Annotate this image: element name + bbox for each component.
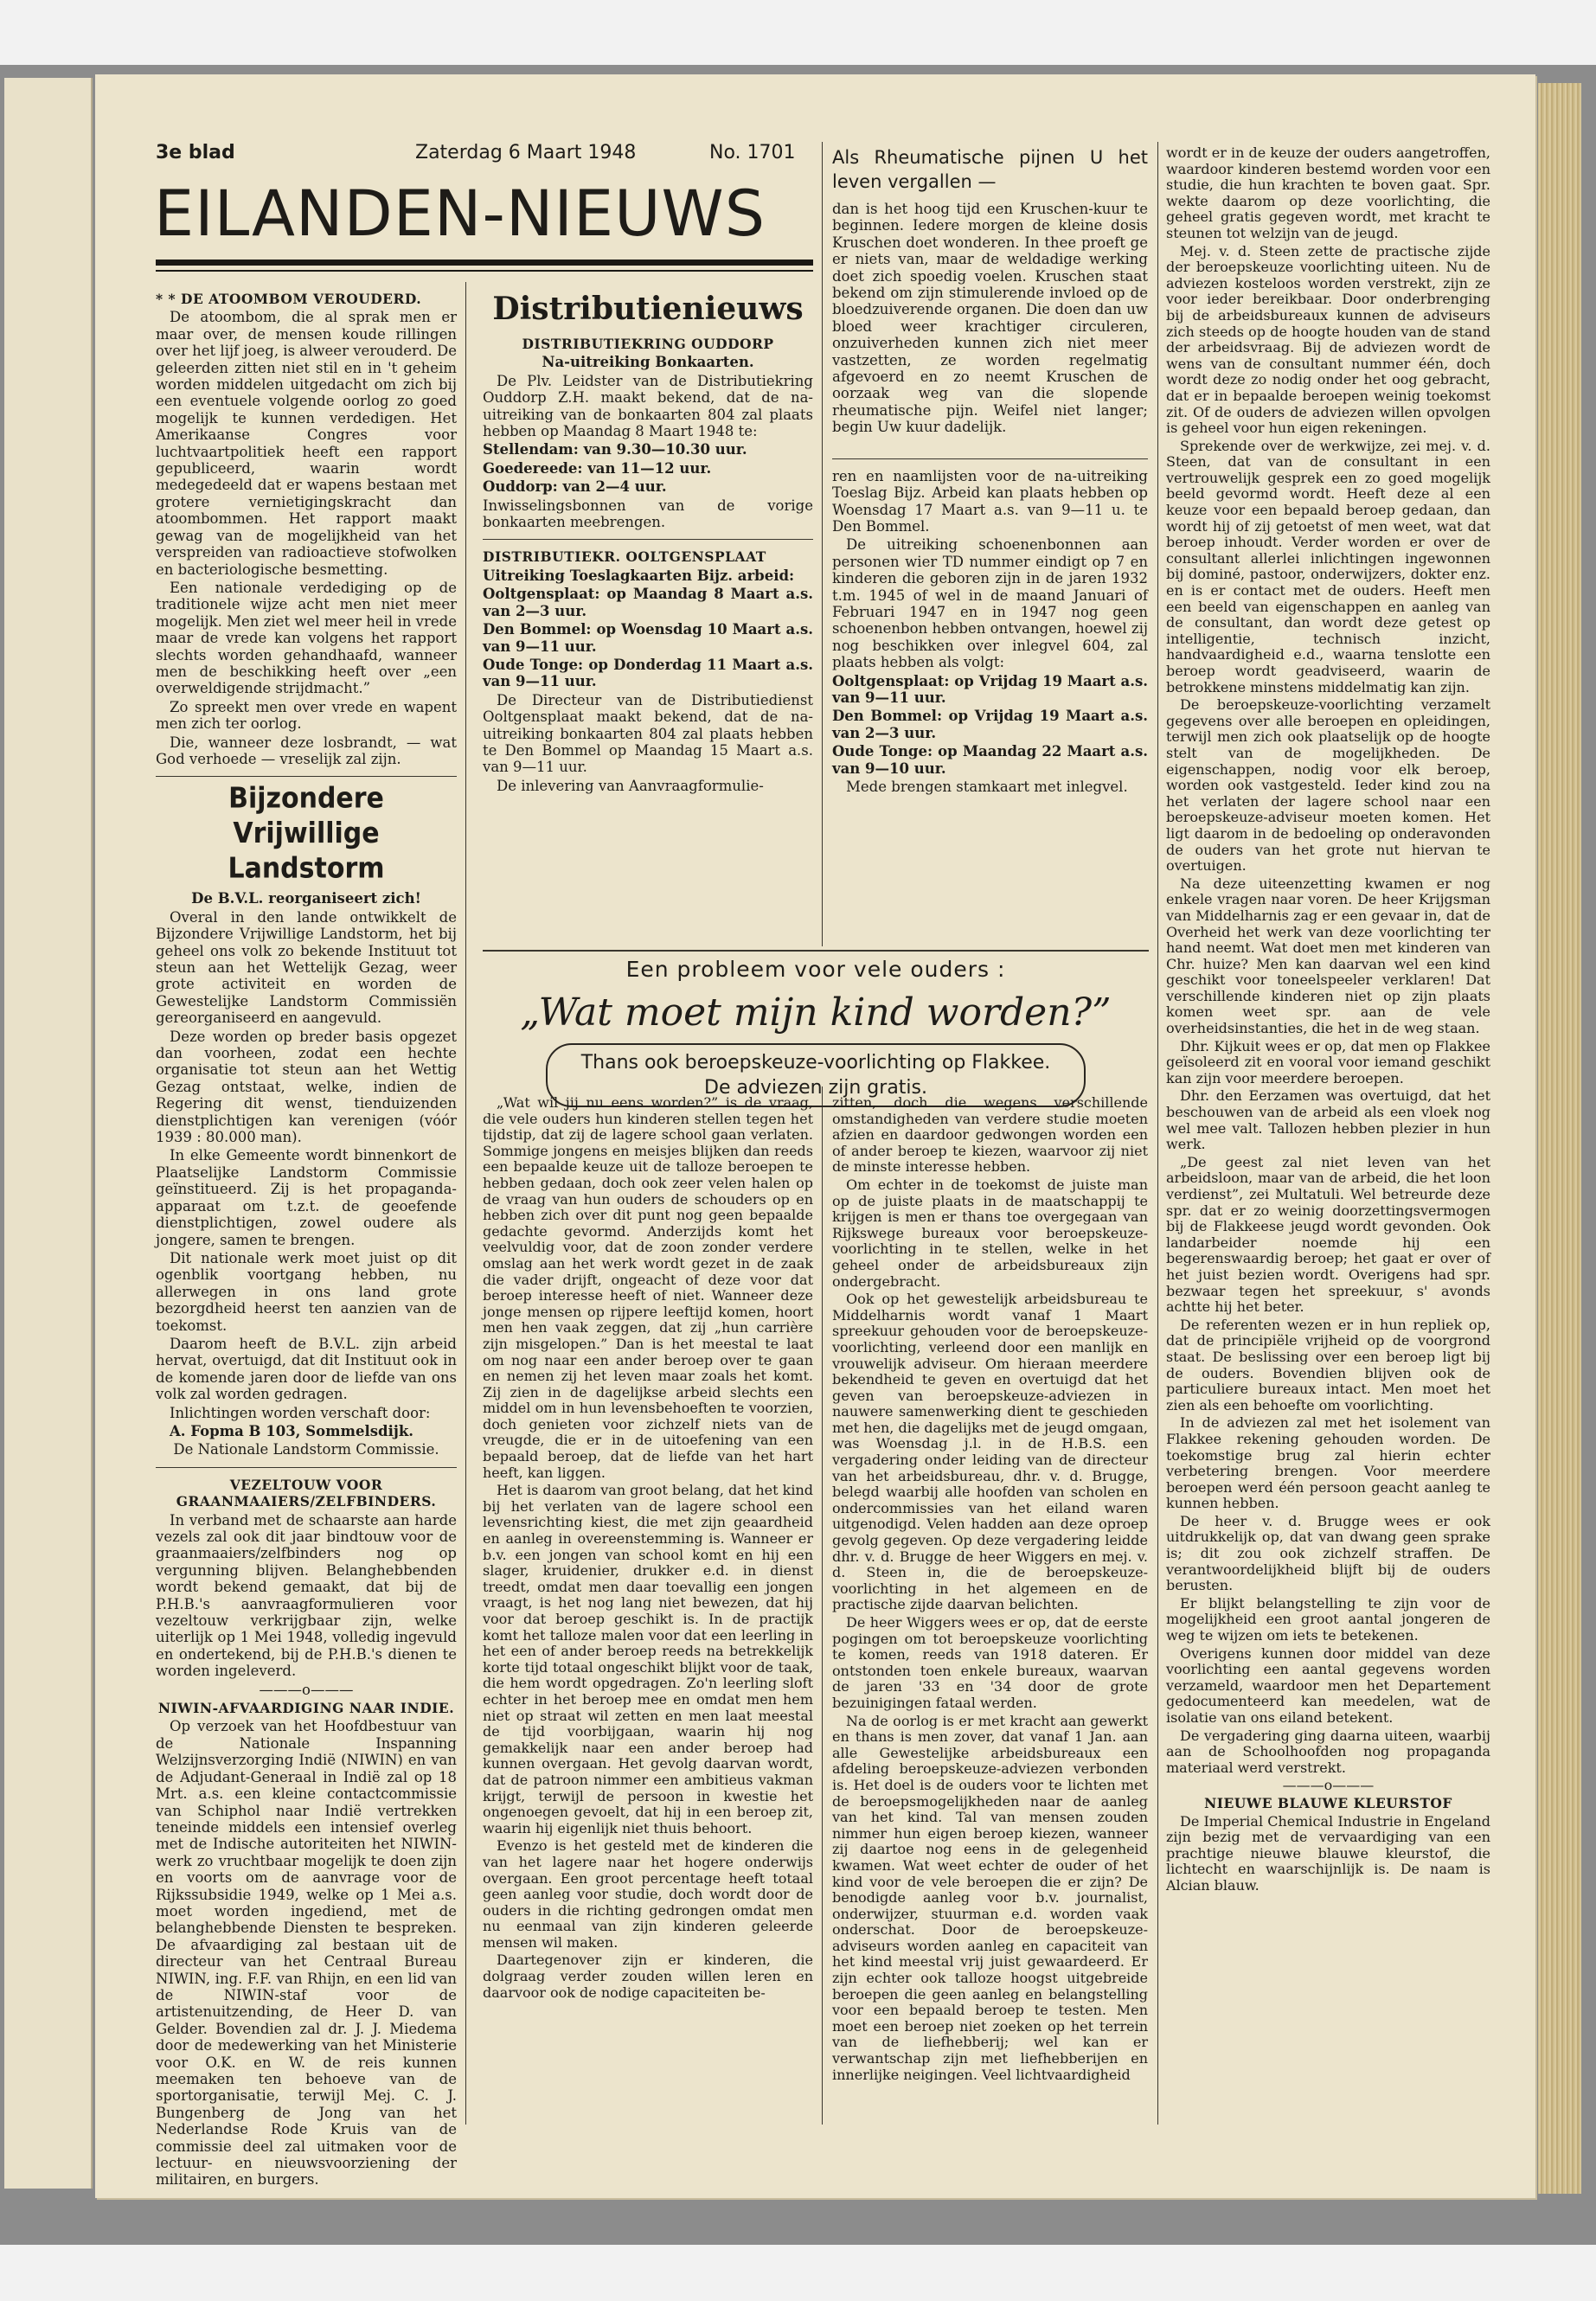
section-rule (483, 539, 813, 540)
place-line: Stellendam: van 9.30—10.30 uur. (483, 441, 747, 458)
feature-paragraph: Het is daarom van groot belang, dat het kind bij het verlaten van de lagere school een levensrichting kiest, die met zijn geaardheid en aanleg in overeenstemming is. Wanneer er b.v. een jongen van school komt en hij een slager, kruidenier, drukker e.d. in dienst treedt, omdat men daar toevallig een jongen vraagt, is het nog lang niet bewezen, dat hij voor dat beroep geschikt is. In de practijk komt het talloze malen voor dat een leerling in het een of ander beroep reeds na betrekkelijk korte tijd totaal ongeschikt blijkt voor de taak, die hem wordt opgedragen. Zo'n leerling sloft echter in het beroep mee en omdat men hem niet op straat wil zetten en men laat meestal de tijd voorbijgaan, waarin hij nog gemakkelijk naar een ander beroep had kunnen overgaan. Het gevolg daarvan wordt, dat de patroon nimmer een ambitieus vakman krijgt, terwijl de persoon in kwestie het ongenoegen gevoelt, dat hij in een beroep zit, waarin hij eigenlijk niet thuis behoort. (483, 1482, 813, 1836)
column-2 (483, 291, 813, 948)
bvl-paragraph: Daarom heeft de B.V.L. zijn arbeid hervat, overtuigd, dat dit Instituut ook in de komende jaren door de liefde van ons volk zal worden gedragen. (156, 1335, 457, 1403)
feature-continued: De beroepskeuze-voorlichting verzamelt gegevens over alle beroepen en opleidingen, terwijl men zich ook plaatselijk op de hoogte stelt van de mogelijkheden. De eigenschappen, nodig voor elk beroep, worden ook vastgesteld. Ieder kind zou na het verlaten der lagere school naar een beroepskeuze-adviseur moeten komen. Het ligt daarom in de bedoeling op onderavonden de ouders van het grote nut hiervan te overtuigen. (1166, 696, 1490, 875)
kleurstof-headline: NIEUWE BLAUWE KLEURSTOF (1204, 1794, 1452, 1811)
feature-continued: De referenten wezen er in hun repliek op, dat de principiële vrijheid op de voorgrond staat. De beslissing over een beroep ligt bij de ouders. Bovendien blijven ook de particuliere bureaux intact. Men moet het zien als een behoefte om voorlichting. (1166, 1316, 1490, 1413)
distributie-continued: De uitreiking schoenenbonnen aan personen wier TD nummer eindigt op 7 en kinderen die geboren zijn in de jaren 1932 t.m. 1945 of wel in de maand Januari of Februari 1947 en in 1947 nog geen schoenenbon hebben ontvangen, hoewel zij nog beschikken over inlegvel 604, zal plaats hebben als volgt: (832, 536, 1148, 671)
distributie-paragraph: Inwisselingsbonnen van de vorige bonkaarten meebrengen. (483, 497, 813, 531)
bvl-paragraph: Inlichtingen worden verschaft door: (170, 1404, 431, 1421)
page-header (156, 142, 813, 168)
feature-top-rule (483, 950, 1149, 952)
masthead-rule (156, 260, 813, 266)
place-line: Goedereede: van 11—12 uur. (483, 459, 712, 477)
atoom-paragraph: Een nationale verdediging op de traditionele wijze acht men niet meer mogelijk. Men ziet wel meer heil in vrede maar de vrede kan volgens het rapport slechts worden gehandhaafd, wanneer men de beschikking heeft over „een overweldigende strijdmacht.” (156, 579, 457, 697)
feature-continued: In de adviezen zal met het isolement van Flakkee rekening gehouden worden. De toekomstige brug zal hierin echter verbetering brengen. Voor meerdere beroepen werd één persoon geacht aanleg te kunnen hebben. (1166, 1414, 1490, 1512)
feature-continued: Na deze uiteenzetting kwamen er nog enkele vragen naar voren. De heer Krijgsman van Middelharnis zag er een gevaar in, dat de Overheid het werk van deze voorlichting ter hand neemt. Wat doet men met kinderen van Chr. huize? Men kan daarvan wel een kind geschikt voor toneelspeeler verklaren! Dat verschillende kinderen niet op zijn plaats komen weet spr. aan de vele overheidsinstanties, die het in de weg staan. (1166, 875, 1490, 1037)
column-3 (832, 145, 1148, 945)
newspaper-scan (0, 67, 1596, 2243)
page-stack-edge (1538, 83, 1581, 2194)
place-line: Den Bommel: op Woensdag 10 Maart a.s. van 9—11 uur. (483, 621, 813, 655)
kruschen-ad-text: dan is het hoog tijd een Kruschen-kuur te beginnen. Iedere morgen de kleine dosis Kruschen doet wonderen. In thee proeft ge er niets van, maar de weldadige werking doet zich spoedig voelen. Kruschen staat bekend om zijn stimulerende invloed op de bloedzuiverende organen. Die doen dan uw bloed weer krachtiger circuleren, onzuiverheden kunnen zich niet meer vastzetten, ze worden regelmatig afgevoerd en zo neemt Kruschen de oorzaak weg van die slopende rheumatische pijn. Weifel niet langer; begin Uw kuur dadelijk. (832, 201, 1148, 436)
masthead-title: EILANDEN-NIEUWS (154, 177, 766, 251)
distributie-paragraph: De Plv. Leidster van de Distributiekring Ouddorp Z.H. maakt bekend, dat de na-uitreiking van de bonkaarten 804 zal plaats hebben op Maandag 8 Maart 1948 te: (483, 372, 813, 440)
bvl-paragraph: Dit nationale werk moet juist op dit ogenblik voortgang hebben, nu allerwegen in ons land grote bezorgdheid heerst ten aanzien van de toekomst. (156, 1249, 457, 1334)
vezeltouw-headline: VEZELTOUW VOOR GRAANMAAIERS/ZELFBINDERS. (176, 1476, 437, 1510)
bvl-paragraph: In elke Gemeente wordt binnenkort de Plaatselijke Landstorm Commissie geïnstitueerd. Zij is het propaganda-apparaat om t.z.t. de geoefende dienstplichtigen, zowel oudere als jongere, samen te brengen. (156, 1147, 457, 1248)
newspaper-page (95, 74, 1535, 2198)
feature-column-rule (822, 1086, 823, 2125)
atoom-paragraph: Die, wanneer deze losbrandt, — wat God verhoede — vreselijk zal zijn. (156, 734, 457, 767)
column-1 (156, 291, 457, 2198)
feature-subtitle-line: Thans ook beroepskeuze-voorlichting op Flakkee. (580, 1052, 1051, 1074)
feature-continued: Overigens kunnen door middel van deze voorlichting een aantal gegevens worden verzameld, waardoor men het Departement gedocumenteerd kan meedelen, wat de isolatie van ons eiland betekent. (1166, 1644, 1490, 1726)
place-line: Den Bommel: op Vrijdag 19 Maart a.s. van 2—3 uur. (832, 708, 1148, 741)
kring-sub: Na-uitreiking Bonkaarten. (542, 354, 754, 371)
atoom-paragraph: Zo spreekt men over vrede en wapent men zich ter oorlog. (156, 698, 457, 733)
bvl-headline: Bijzondere Vrijwillige Landstorm (228, 781, 385, 886)
bvl-signature: De Nationale Landstorm Commissie. (173, 1441, 439, 1458)
feature-subtitle-line: De adviezen zijn gratis. (704, 1077, 927, 1099)
place-line: Oude Tonge: op Donderdag 11 Maart a.s. van 9—11 uur. (483, 656, 813, 690)
atoom-paragraph: De atoombom, die al sprak men er maar over, de mensen koude rillingen over het lijf joeg, is alweer verouderd. De geleerden zitten niet stil en in 't geheim worden middelen uitgedacht om zich bij een eventuele volgende oorlog zo goed mogelijk te kunnen verdedigen. Het Amerikaanse Congres voor luchtvaartpolitiek heeft een rapport gepubliceerd, waarin wordt medegedeeld dat er wapens bestaan met grotere vernietigingskracht dan atoombommen. Het rapport maakt gewag van de mogelijkheid van het verspreiden van radioactieve stofwolken en bacteriologische besmetting. (156, 309, 457, 578)
place-line: Oude Tonge: op Maandag 22 Maart a.s. van 9—10 uur. (832, 743, 1148, 777)
bvl-contact: A. Fopma B 103, Sommelsdijk. (170, 1422, 414, 1439)
feature-paragraph: „Wat wil jij nu eens worden?” is de vraag, die vele ouders hun kinderen stellen tegen het tijdstip, dat zij de lagere school gaan verlaten. Sommige jongens en meisjes blijken dan reeds een bepaalde keuze uit de talloze beroepen te hebben gedaan, doch ook zeer velen halen op de vraag van hun ouders de schouders op en hebben zich over dit punt nog geen bepaalde gedachte gevormd. Anderzijds komt het veelvuldig voor, dat de zoon zonder verdere omslag aan het werk wordt gezet in de zaak die vader drijft, ongeacht of deze voor dat beroep interesse heeft of niet. Wanneer deze jonge mensen op rijpere leeftijd komen, hoort men hen vaak zeggen, dat zij „hun carrière zijn misgelopen.” Dan is het meestal te laat om nog naar een ander beroep over te gaan en nemen zij het leven maar zoals het komt. Zij zien in de dagelijkse arbeid slechts een middel om in hun levensbehoeften te voorzien, doch genieten voor zichzelf niets van de vreugde, die er in de uitoefening van een bepaald beroep, dat de liefde van het hart heeft, kan liggen. (483, 1094, 813, 1481)
issue-number: No. 1701 (709, 142, 796, 163)
column-4 (1166, 145, 1490, 2198)
feature-header (483, 957, 1149, 1107)
place-line: Ooltgensplaat: op Vrijdag 19 Maart a.s. van 9—11 uur. (832, 672, 1148, 706)
feature-paragraph: Ook op het gewestelijk arbeidsbureau te Middelharnis wordt vanaf 1 Maart spreekuur gehouden voor de beroepskeuze-voorlichting, verleend door een manlijk en vrouwelijk adviseur. Om hieraan meerdere bekendheid te geven en overtuigd dat het geven van beroepskeuze-adviezen in nauwere samenwerking dient te geschieden met hen, die dagelijks met de jeugd omgaan, was Woensdag j.l. in de H.B.S. een vergadering onder leiding van de directeur van het arbeidsbureau, dhr. v. d. Brugge, belegd waarbij alle hoofden van scholen en ondercommissies van het eiland waren uitgenodigd. Velen hadden aan deze oproep gevolg gegeven. Op deze vergadering leidde dhr. v. d. Brugge de heer Wiggers en mej. v. d. Steen in, die de beroepskeuze-voorlichting in het algemeen en de practische zijde daarvan belichten. (832, 1291, 1148, 1613)
niwin-headline: NIWIN-AFVAARDIGING NAAR INDIE. (157, 1700, 455, 1717)
feature-continued: Dhr. den Eerzamen was overtuigd, dat het beschouwen van de arbeid als een vloek nog wel mee valt. Tallozen hebben plezier in hun werk. (1166, 1087, 1490, 1153)
feature-continued: wordt er in de keuze der ouders aangetroffen, waardoor kinderen bestemd worden voor een studie, die hun krachten te boven gaat. Spr. wekte daarom op deze voorlichting, die geheel gratis gegeven wordt, met kracht te steunen tot welzijn van de jeugd. (1166, 144, 1490, 241)
feature-kicker: Een probleem voor vele ouders : (625, 957, 1006, 982)
kleurstof-paragraph: De Imperial Chemical Industrie in Engeland zijn bezig met de vervaardiging van een prachtige nieuwe blauwe kleurstof, die lichtecht en waarschijnlijk is. De naam is Alcian blauw. (1166, 1812, 1490, 1894)
section-rule (156, 1467, 457, 1468)
bvl-subhead: De B.V.L. reorganiseert zich! (191, 890, 421, 907)
feature-paragraph: Om echter in de toekomst de juiste man op de juiste plaats in de maatschappij te krijgen is men er thans toe overgegaan van Rijkswege bureaux voor beroepskeuze-voorlichting in te stellen, welke in het geheel onder de arbeidsbureaux zijn ondergebracht. (832, 1176, 1148, 1290)
kring-ooltgensplaat: DISTRIBUTIEKR. OOLTGENSPLAAT (483, 548, 766, 566)
divider: ———o——— (1282, 1777, 1375, 1794)
vezeltouw-paragraph: In verband met de schaarste aan harde vezels zal ook dit jaar bindtouw voor de graanmaaiers/zelfbinders nog op vergunning blijven. Belanghebbenden wordt bekend gemaakt, dat bij de P.H.B.'s aanvraagformulieren voor vezeltouw verkrijgbaar zijn, welke uiterlijk op 1 Mei 1948, volledig ingevuld en ondertekend, bij de P.H.B.'s dienen te worden ingeleverd. (156, 1511, 457, 1680)
column-rule-2 (822, 142, 823, 946)
page-label: 3e blad (156, 142, 235, 163)
feature-continued: Sprekende over de werkwijze, zei mej. v. d. Steen, dat van de consultant in een vertrouwelijk gesprek een zo goed mogelijk beeld gevormd wordt. Heeft deze al een keuze voor een bepaald beroep gedaan, dan wordt hij of zij getoetst of men weet, wat dat beroep inhoudt. Verder worden er over de consultant allerlei inlichtingen ingewonnen bij dominé, pastoor, onderwijzers, dokter enz. en is er contact met de ouders. Heeft men een beeld van eigenschappen en aanleg van de consultant, dan wordt deze getest op intelligentie, technisch inzicht, handvaardigheid e.d., waarna tenslotte een beroep wordt geadviseerd, waarin de betrokkene minstens middelmatig kan zijn. (1166, 437, 1490, 695)
bvl-paragraph: Overal in den lande ontwikkelt de Bijzondere Vrijwillige Landstorm, het bij geheel ons volk zo bekende Instituut tot steun aan het Wettelijk Gezag, weer grote activiteit en worden de Gewestelijke Landstorm Commissiën gereorganiseerd en aangevuld. (156, 908, 457, 1027)
divider: ———o——— (259, 1681, 354, 1698)
distributie-headline: Distributienieuws (492, 291, 804, 327)
column-rule-3 (1157, 142, 1158, 2125)
feature-column-right (832, 1095, 1148, 2198)
bvl-paragraph: Deze worden op breder basis opgezet dan voorheen, zodat een hechte organisatie tot steun aan het Wettig Gezag ontstaat, welke, indien de Regering dit wenst, tienduizenden dienstplichtigen kan verenigen (vóór 1939 : 80.000 man). (156, 1028, 457, 1146)
feature-title: „Wat moet mijn kind worden?” (520, 990, 1112, 1035)
distributie-paragraph: De Directeur van de Distributiedienst Ooltgensplaat maakt bekend, dat de na-uitreiking bonkaarten 804 zal plaats hebben te Den Bommel op Maandag 15 Maart a.s. van 9—11 uur. (483, 691, 813, 776)
distributie-continued: ren en naamlijsten voor de na-uitreiking Toeslag Bijz. Arbeid kan plaats hebben op Woensdag 17 Maart a.s. van 9—11 u. te Den Bommel. (832, 467, 1148, 535)
feature-continued: „De geest zal niet leven van het arbeidsloon, maar van de arbeid, die het loon verdienst”, zei Multatuli. Wel betreurde deze spr. dat er zo weinig doorzettingsvermogen bij de Flakkeese jeugd wordt gevonden. Ook landarbeider noemde hij een begerenswaardig beroep; het gaat er over of het juist bezien wordt. Overigens had spr. bezwaar tegen het spreekuur, s' avonds achtte hij het beter. (1166, 1153, 1490, 1316)
feature-continued: Mej. v. d. Steen zette de practische zijde der beroepskeuze voorlichting uiteen. Nu de adviezen kosteloos worden verstrekt, zijn ze voor ieder bereikbaar. Door onderbrenging bij de arbeidsbureaux kunnen de adviseurs zich steeds op de hoogte houden van de stand der arbeidsvraag. Bij de adviezen wordt de wens van de consultant nummer één, doch wordt deze zo nodig onder het oog gebracht, dat er in bepaalde beroepen weinig toekomst zit. Of de ouders de adviezen willen opvolgen is geheel voor hun eigen rekeningen. (1166, 242, 1490, 437)
distributie-continued: Mede brengen stamkaart met inlegvel. (846, 779, 1128, 795)
masthead-rule-thin (156, 270, 813, 272)
column-rule-1 (465, 282, 466, 2125)
feature-continued: Dhr. Kijkuit wees er op, dat men op Flakkee geïsoleerd zit en vooral voor iemand geschikt kan zijn voor meerdere beroepen. (1166, 1037, 1490, 1086)
kruschen-ad-headline: Als Rheumatische pijnen U het leven vergallen — (832, 147, 1148, 192)
feature-continued: De heer v. d. Brugge wees er ook uitdrukkelijk op, dat van dwang geen sprake is; dit zou ook zichzelf straffen. De verantwoordelijkheid blijft bij de ouders berusten. (1166, 1512, 1490, 1594)
place-line: Ouddorp: van 2—4 uur. (483, 478, 667, 496)
feature-paragraph: Daartegenover zijn er kinderen, die dolgraag verder zouden willen leren en daarvoor ook de nodige capaciteiten be- (483, 1952, 813, 2001)
section-rule (156, 776, 457, 777)
atoom-headline: * * DE ATOOMBOM VEROUDERD. (156, 291, 422, 307)
kring-sub: Uitreiking Toeslagkaarten Bijz. arbeid: (483, 567, 795, 584)
feature-continued: Er blijkt belangstelling te zijn voor de mogelijkheid een groot aantal jongeren de weg te wijzen om iets te betekenen. (1166, 1594, 1490, 1644)
feature-paragraph: Na de oorlog is er met kracht aan gewerkt en thans is men zover, dat vanaf 1 Jan. aan alle Gewestelijke arbeidsbureaux een afdeling beroepskeuze-adviezen verbonden is. Het doel is de ouders voor te lichten met de beroepsmogelijkheden naar de aanleg van het kind. Tal van mensen zouden nimmer hun eigen beroep kiezen, wanneer zij daartoe nog eens in de gelegenheid kwamen. Wat weet echter de ouder of het kind voor de vele beroepen die er zijn? De benodigde aanleg voor b.v. journalist, onderwijzer, stuurman e.d. worden vaak onderschat. Door de beroepskeuze-adviseurs worden aanleg en capaciteit van het kind meestal vrij juist gewaardeerd. Er zijn echter ook talloze hoogst uitgebreide beroepen die geen aanleg en belangstelling voor een bepaald beroep te testen. Men moet een beroep niet zoeken op het terrein van de liefhebberij; wel kan er verwantschap zijn met liefhebberijen en innerlijke neigingen. Veel lichtvaardigheid (832, 1712, 1148, 2083)
place-line: Ooltgensplaat: op Maandag 8 Maart a.s. van 2—3 uur. (483, 586, 813, 619)
section-rule (832, 458, 1148, 459)
issue-date: Zaterdag 6 Maart 1948 (415, 142, 637, 163)
previous-page-edge (4, 78, 93, 2189)
distributie-paragraph: De inlevering van Aanvraagformulie- (497, 777, 764, 794)
niwin-paragraph: Op verzoek van het Hoofdbestuur van de Nationale Inspanning Welzijnsverzorging Indië (NIWIN) en van de Adjudant-Generaal in Indië zal op 18 Mrt. a.s. een kleine contactcommissie van Schiphol naar Indië vertrekken teneinde middels een intensief overleg met de Indische autoriteiten het NIWIN-werk zo vruchtbaar mogelijk te doen zijn en voorts om de aanvrage voor de Rijkssubsidie 1949, welke op 1 Mei a.s. moet worden ingediend, met de belanghebbende Diensten te bespreken. De afvaardiging zal bestaan uit de directeur van het Centraal Bureau NIWIN, ing. F.F. van Rhijn, en een lid van de NIWIN-staf voor de artistenuitzending, de Heer D. van Gelder. Bovendien zal dr. J. J. Miedema door de medewerking van het Ministerie voor O.K. en W. de reis kunnen meemaken ten behoeve van de sportorganisatie, terwijl Mej. C. J. Bungenberg de Jong van het Nederlandse Rode Kruis van de commissie deel zal uitmaken voor de lectuur- en nieuwsvoorziening der militairen, en burgers. (156, 1718, 457, 2189)
feature-paragraph: Evenzo is het gesteld met de kinderen die van het lagere naar het hogere onderwijs overgaan. Een groot percentage heeft totaal geen aanleg voor studie, doch wordt door de ouders in die richting gedrongen omdat men nu eenmaal van zijn kinderen geleerde mensen wil maken. (483, 1837, 813, 1951)
kring-ouddorp: DISTRIBUTIEKRING OUDDORP (522, 336, 774, 352)
feature-paragraph: zitten, doch die wegens verschillende omstandigheden van verdere studie moeten afzien en daardoor gedwongen worden een of ander beroep te kiezen, waarvoor zij niet de minste interesse hebben. (832, 1094, 1148, 1176)
feature-column-left (483, 1095, 813, 2198)
feature-continued: De vergadering ging daarna uiteen, waarbij aan de Schoolhoofden nog propaganda materiaal werd verstrekt. (1166, 1727, 1490, 1776)
feature-paragraph: De heer Wiggers wees er op, dat de eerste pogingen om tot beroepskeuze voorlichting te komen, reeds van 1918 dateren. Er ontstonden toen enkele bureaux, waarvan de jaren '33 en '34 door de grote bezuinigingen fataal werden. (832, 1614, 1148, 1711)
